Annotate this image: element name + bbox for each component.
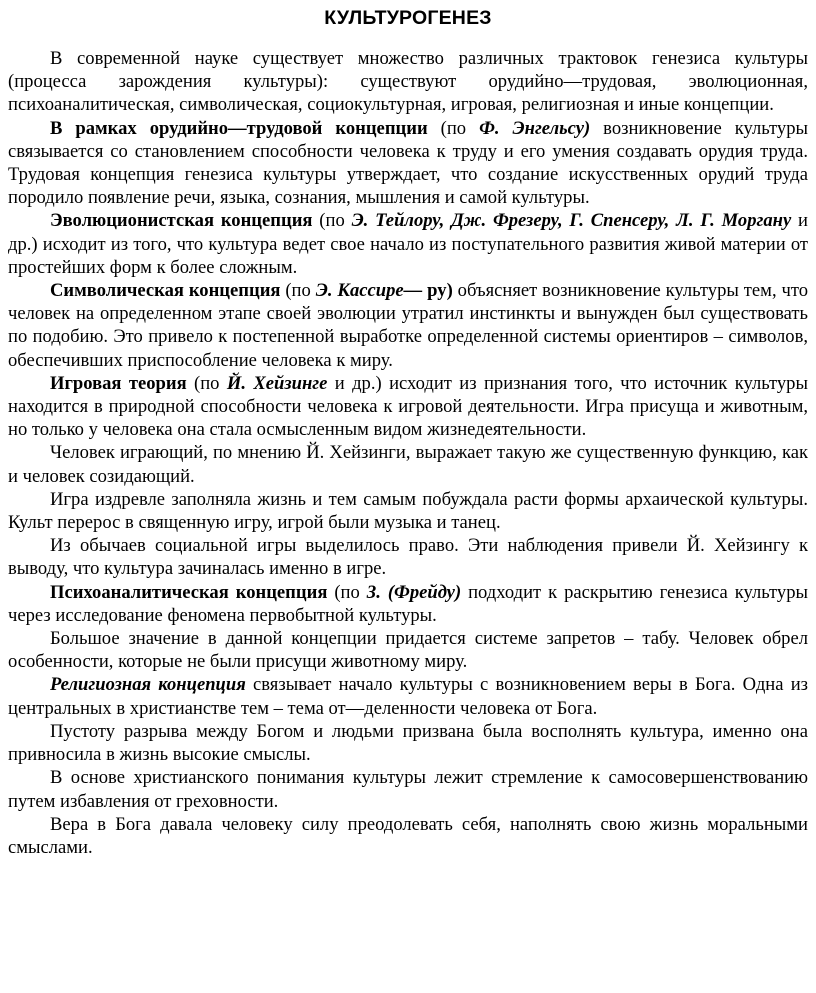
paragraph-law-origin: Из обычаев социальной игры выделилось право. Эти наблюдения привели Й. Хейзингу к выводу, что культура зачиналась именно в игре. (8, 535, 808, 580)
concept-name-religious: Религиозная концепция (50, 674, 246, 696)
paragraph-symbolic-concept (8, 279, 808, 372)
paren-open: (по (280, 280, 316, 302)
author-tylor-frazer-spencer-morgan: Э. Тейлору, Дж. Фрезеру, Г. Спенсеру, Л. Г. Моргану (351, 210, 792, 232)
author-cassirer-suffix: ру) (422, 280, 453, 302)
author-freud: З. (Фрейду) (366, 581, 462, 603)
author-engels: Ф. Энгельсу) (479, 117, 591, 139)
concept-name-psychoanalytic: Психоаналитическая концепция (50, 581, 328, 603)
paragraph-text: и др.) исходит из того, что культура ведет свое начало из поступательного развития живой материи от простейших форм к более сложным. (8, 210, 808, 278)
concept-name-game: Игровая теория (50, 372, 187, 394)
paragraph-evolution-concept (8, 209, 808, 279)
paren-open: (по (312, 210, 352, 232)
paragraph-high-meanings: Пустоту разрыва между Богом и людьми призвана была восполнять культура, именно она привносила в жизнь высокие смыслы. (8, 720, 808, 766)
paragraph-intro: В современной науке существует множество различных трактовок генезиса культуры (процесса зарождения культуры): существуют орудийно—трудовая, эволюционная, психоаналитическая, символическая, социокультурная, игровая, религиозная и иные концепции. (8, 48, 808, 116)
paragraph-religious-concept (8, 673, 808, 719)
paragraph-game-theory (8, 372, 808, 442)
paragraph-text: связывает начало культуры с возникновением веры в Бога. Одна из центральных в христианстве тем – тема от—деленности человека от Бога. (8, 674, 808, 719)
paragraph-text: объясняет возникновение культуры тем, что человек на определенном этапе своей эволюции утратил инстинкты и вынужден был существовать по подобию. Это привело к постепенной выработке определенной системы ориентиров – символов, обеспечивших приспособление человека к миру. (8, 280, 809, 371)
document-body (8, 47, 808, 859)
author-cassirer: Э. Кассире— (315, 280, 423, 302)
paren-open: (по (186, 372, 227, 394)
concept-name-symbolic: Символическая концепция (50, 280, 281, 302)
paragraph-labor-concept (8, 117, 808, 210)
paragraph-psychoanalytic-concept (8, 581, 808, 627)
paragraph-self-improvement: В основе христианского понимания культуры лежит стремление к самосовершенствованию путем избавления от греховности. (8, 767, 808, 812)
paragraph-text: и др.) исходит из признания того, что источник культуры находится в природной способности человека к игровой деятельности. Игра присуща и животным, но только у человека она стала осмысленным видом жизнедеятельности. (8, 372, 808, 441)
page-title: КУЛЬТУРОГЕНЕЗ (324, 7, 492, 29)
paragraph-text: подходит к раскрытию генезиса культуры через исследование феномена первобытной культуры. (8, 581, 808, 626)
paragraph-faith: Вера в Бога давала человеку силу преодолевать себя, наполнять свою жизнь моральными смыслами. (8, 813, 808, 858)
concept-name-labor: В рамках орудийно—трудовой концепции (50, 117, 428, 139)
paragraph-archaic-culture: Игра издревле заполняла жизнь и тем самым побуждала расти формы архаической культуры. Культ перерос в священную игру, игрой были музыка и танец. (8, 488, 808, 534)
paragraph-text: возникновение культуры связывается со становлением способности человека к труду и его умения создавать орудия труда. Трудовая концепция генезиса культуры утверждает, что создание искусственных орудий труда породило появление речи, языка, сознания, мышления и самой культуры. (8, 117, 808, 209)
paren-open: (по (427, 117, 480, 139)
paragraph-taboo: Большое значение в данной концепции придается системе запретов – табу. Человек обрел особенности, которые не были присущи животному миру. (8, 628, 808, 673)
paren-open: (по (327, 581, 367, 603)
paragraph-homo-ludens: Человек играющий, по мнению Й. Хейзинги, выражает такую же существенную функцию, как и человек созидающий. (8, 442, 808, 487)
author-huizinga: Й. Хейзинге (226, 372, 328, 394)
concept-name-evolution: Эволюционистская концепция (50, 210, 313, 232)
